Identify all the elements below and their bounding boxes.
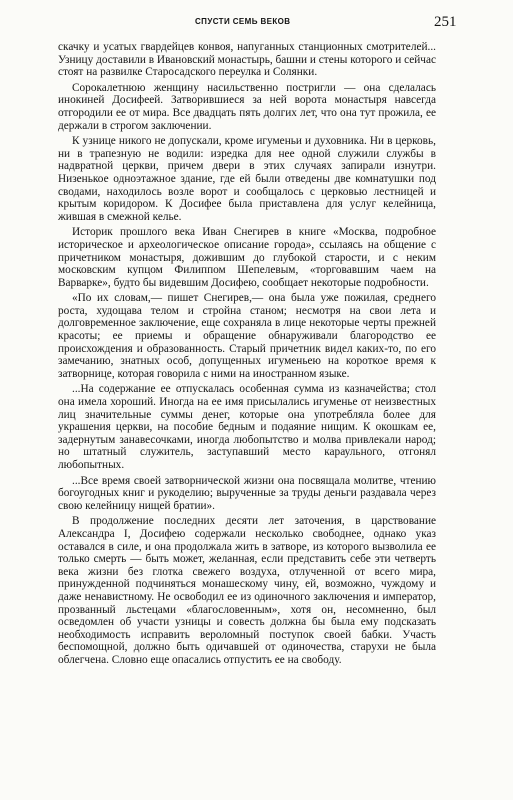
body-text (58, 41, 436, 670)
quote-paragraph: ...Все время своей затворнической жизни она посвящала молитве, чтению богоугодных книг и рукоделию; вырученные за труды деньги раздавала через свою келейницу нищей братии». (58, 474, 436, 512)
paragraph: К узнице никого не допускали, кроме игуменьи и духовника. Ни в церковь, ни в трапезную не водили: изредка для нее одной служили службы в надвратной церкви, причем двери в этих случаях запирали изнутри. Низенькое одноэтажное здание, где ей были отведены две комнатушки под сводами, находилось возле ворот и сообщалось с церковью лестницей и крытым коридором. К Досифее была приставлена для услуг келейница, жившая в смежной келье. (58, 135, 436, 223)
paragraph: Историк прошлого века Иван Снегирев в книге «Москва, подробное историческое и археологическое описание города», ссылаясь на общение с причетником монастыря, дожившим до глубокой старости, и с неким московским купцом Филиппом Шепелевым, «торговавшим чаем на Варварке», будто бы видевшим Досифею, сообщает некоторые подробности. (58, 226, 436, 289)
paragraph-continued: скачку и усатых гвардейцев конвоя, напуганных станционных смотрителей... Узницу доставили в Ивановский монастырь, башни и стены которого и сейчас стоят на развилке Старосадского переулка и Солянки. (58, 41, 436, 79)
paragraph: Сорокалетнюю женщину насильственно постригли — она сделалась инокиней Досифеей. Затворившиеся за ней ворота монастыря навсегда отгородили ее от мира. Все двадцать пять долгих лет, что она тут прожила, ее держали в строгом заключении. (58, 81, 436, 132)
running-title: СПУСТИ СЕМЬ ВЕКОВ (195, 17, 291, 26)
quote-paragraph: ...На содержание ее отпускалась особенная сумма из казначейства; стол она имела хороший. Иногда на ее имя присылались игуменье от неизвестных лиц значительные суммы денег, которые она употребляла более для украшения церкви, на пособие бедным и подаяние нищим. К окошкам ее, задернутым занавесочками, иногда любопытство и молва привлекали народ; но штатный служитель, заступавший место караульного, отгонял любопытных. (58, 383, 436, 471)
running-head (0, 14, 513, 31)
page-number: 251 (434, 14, 457, 30)
paragraph: В продолжение последних десяти лет заточения, в царствование Александра I, Досифею содержали несколько свободнее, однако указ оставался в силе, и она продолжала жить в затворе, из которого вызволила ее только смерть — быть может, желанная, если представить себе эти четверть века жизни без глотка свежего воздуха, отлученной от всего мира, принужденной подчиняться монашескому чину, ей, возможно, чуждому и даже ненавистному. Не освободил ее из одиночного заключения и император, прозванный льстецами «благословенным», хотя он, несомненно, был осведомлен об участи узницы и совесть должна бы была ему подсказать необходимость исправить вероломный поступок своей бабки. Участь беспомощной, должно быть одичавшей от одиночества, старухи не была облегчена. Словно еще опасались отпустить ее на свободу. (58, 515, 436, 666)
quote-paragraph: «По их словам,— пишет Снегирев,— она была уже пожилая, среднего роста, худощава телом и стройна станом; несмотря на свои лета и долговременное заключение, еще сохранялa в лице некоторые черты прежней красоты; ее приемы и обращение обнаруживали благородство ее происхождения и образованность. Старый причетник видел каких-то, по его замечанию, знатных особ, допущенных игуменьею на короткое время к затворнице, которая говорила с ними на иностранном языке. (58, 292, 436, 380)
